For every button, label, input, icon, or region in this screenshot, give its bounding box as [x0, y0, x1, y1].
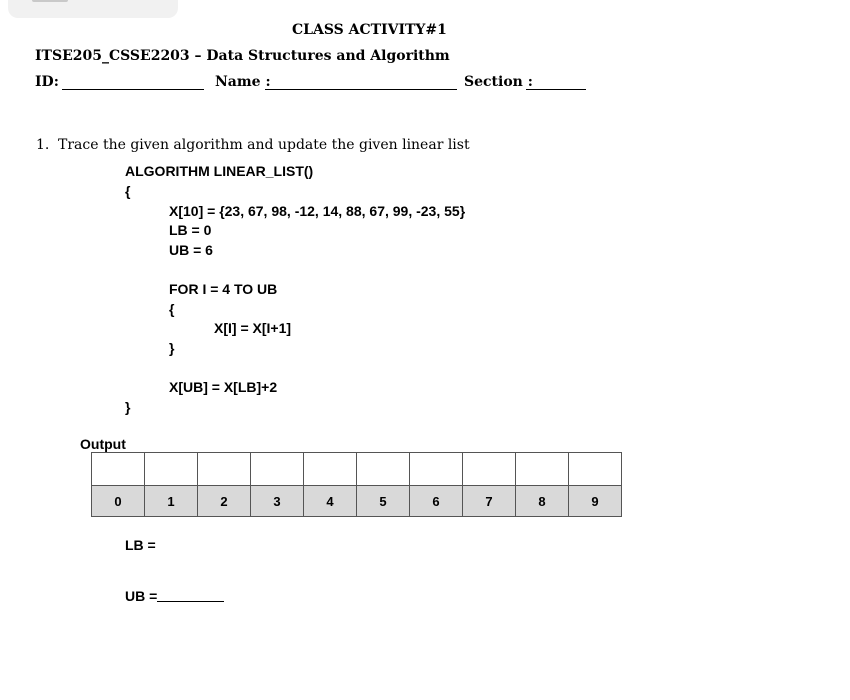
lb-answer-label: LB =	[125, 537, 156, 553]
for-line: FOR I = 4 TO UB	[169, 281, 278, 297]
value-cell[interactable]	[198, 453, 251, 486]
value-cell[interactable]	[357, 453, 410, 486]
final-statement: X[UB] = X[LB]+2	[169, 379, 278, 395]
value-cell[interactable]	[304, 453, 357, 486]
value-cell[interactable]	[463, 453, 516, 486]
index-cell: 7	[463, 486, 516, 517]
window-tab-chip[interactable]	[8, 0, 178, 18]
index-cell: 0	[92, 486, 145, 517]
algorithm-name: ALGORITHM LINEAR_LIST()	[125, 163, 314, 179]
value-cell[interactable]	[410, 453, 463, 486]
array-init: X[10] = {23, 67, 98, -12, 14, 88, 67, 99, -23, 55}	[169, 203, 466, 219]
id-label: ID:	[35, 74, 59, 90]
lb-init: LB = 0	[169, 222, 212, 238]
value-row	[92, 453, 622, 486]
index-cell: 6	[410, 486, 463, 517]
section-label: Section :	[464, 74, 533, 90]
tab-handle	[32, 0, 68, 2]
output-label: Output	[80, 436, 126, 452]
value-cell[interactable]	[145, 453, 198, 486]
index-cell: 1	[145, 486, 198, 517]
course-title: ITSE205_CSSE2203 – Data Structures and Algorithm	[35, 48, 450, 64]
ub-answer-label: UB =	[125, 588, 158, 604]
ub-answer-field[interactable]	[157, 601, 224, 602]
value-cell[interactable]	[92, 453, 145, 486]
question-text: Trace the given algorithm and update the given linear list	[58, 137, 470, 153]
algorithm-close-brace: }	[125, 399, 131, 415]
index-cell: 2	[198, 486, 251, 517]
id-field[interactable]	[62, 89, 204, 90]
index-cell: 3	[251, 486, 304, 517]
index-cell: 5	[357, 486, 410, 517]
index-row	[92, 486, 622, 517]
output-table	[91, 452, 622, 517]
section-field[interactable]	[526, 89, 586, 90]
value-cell[interactable]	[569, 453, 622, 486]
for-close-brace: }	[169, 340, 175, 356]
for-open-brace: {	[169, 301, 175, 317]
algorithm-open-brace: {	[125, 183, 131, 199]
question-number: 1.	[36, 137, 50, 153]
name-label: Name :	[215, 74, 271, 90]
name-field[interactable]	[265, 89, 457, 90]
index-cell: 8	[516, 486, 569, 517]
loop-body: X[I] = X[I+1]	[214, 320, 292, 336]
ub-init: UB = 6	[169, 242, 213, 258]
index-cell: 4	[304, 486, 357, 517]
activity-title: CLASS ACTIVITY#1	[292, 22, 447, 38]
value-cell[interactable]	[251, 453, 304, 486]
index-cell: 9	[569, 486, 622, 517]
value-cell[interactable]	[516, 453, 569, 486]
